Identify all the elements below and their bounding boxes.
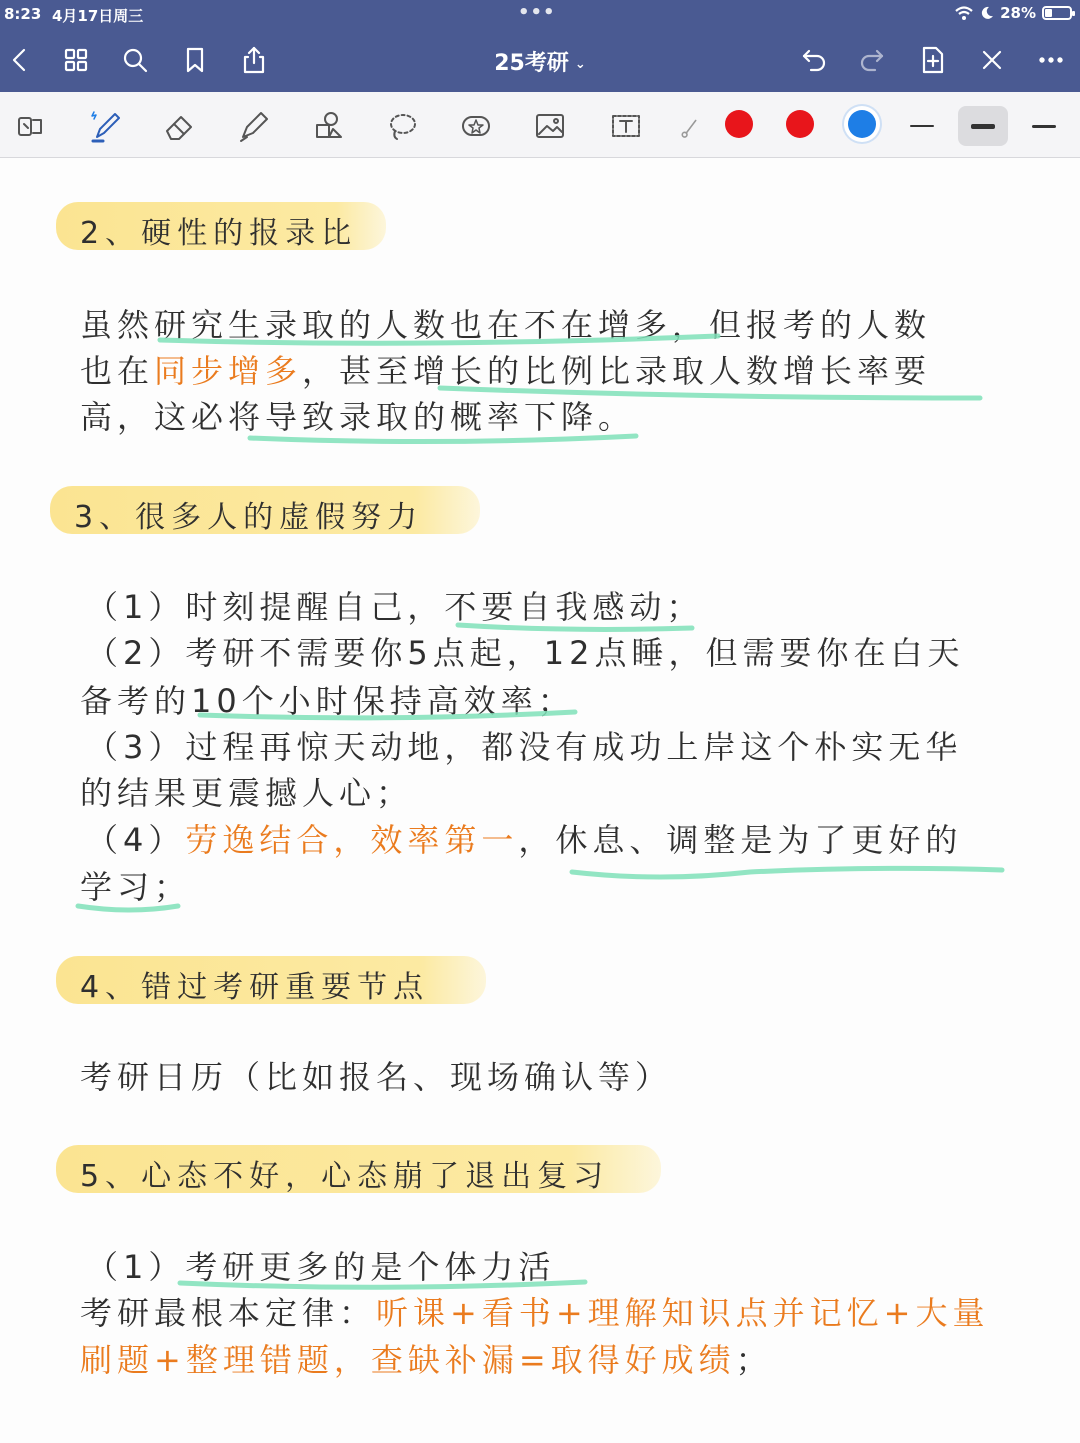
nav-bar [0, 28, 1080, 92]
document-title: 25考研 [494, 51, 569, 76]
stroke-thick-option[interactable] [1019, 106, 1069, 146]
p2-line-2c: ，甚至增长的比例比录取人数增长率要 [302, 352, 932, 390]
p5-line-2 [80, 1288, 989, 1334]
p3-line-6c: ，休息、调整是为了更好的 [518, 821, 963, 859]
share-icon[interactable] [234, 40, 274, 80]
p5-line-1: （1）考研更多的是个体力活 [86, 1248, 556, 1286]
p5-line-3 [80, 1335, 773, 1381]
p5-line-3b: ； [735, 1341, 773, 1379]
stroke-medium-option[interactable] [958, 106, 1008, 146]
chevron-down-icon: ⌄ [574, 56, 586, 72]
color-swatch-blue[interactable] [848, 110, 876, 138]
pen-tool-icon[interactable] [84, 104, 128, 148]
multitask-dots-icon[interactable]: ••• [518, 2, 556, 23]
color-swatch-red-2[interactable] [786, 110, 814, 138]
p3-line-4: （3）过程再惊天动地，都没有成功上岸这个朴实无华 [86, 728, 963, 766]
p2-line-2a: 也在 [80, 352, 155, 390]
p5-line-3a: 刷题+整理错题，查缺补漏=取得好成绩 [80, 1341, 736, 1379]
battery-percent: 28% [1000, 4, 1036, 22]
heading-2: 2、硬性的报录比 [56, 202, 386, 250]
bookmark-icon[interactable] [175, 40, 215, 80]
more-icon[interactable] [1031, 40, 1071, 80]
highlighter-icon[interactable] [232, 104, 276, 148]
p3-line-3: 备考的10个小时保持高效率； [80, 682, 575, 720]
p4-line-1: 考研日历（比如报名、现场确认等） [80, 1058, 673, 1096]
shapes-icon[interactable] [306, 104, 350, 148]
wifi-icon [954, 5, 974, 21]
p3-line-6a: （4） [86, 821, 186, 859]
heading-3: 3、很多人的虚假努力 [50, 486, 480, 534]
p3-line-5: 的结果更震撼人心； [80, 774, 414, 812]
sticker-icon[interactable] [454, 104, 498, 148]
top-bar [0, 0, 1080, 92]
p3-line-7: 学习； [80, 868, 192, 906]
laser-pointer-icon[interactable] [672, 104, 702, 148]
status-time: 8:23 [4, 5, 42, 23]
image-icon[interactable] [528, 104, 572, 148]
p3-line-1: （1）时刻提醒自己，不要自我感动； [86, 588, 704, 626]
lasso-icon[interactable] [380, 104, 424, 148]
p3-line-2: （2）考研不需要你5点起，12点睡，但需要你在白天 [86, 634, 965, 672]
p2-line-3: 高，这必将导致录取的概率下降。 [80, 398, 636, 436]
color-swatch-red-1[interactable] [725, 110, 753, 138]
p3-line-6b: 劳逸结合，效率第一 [185, 821, 519, 859]
battery-icon [1042, 6, 1072, 20]
moon-icon [980, 6, 994, 20]
heading-5: 5、心态不好，心态崩了退出复习 [56, 1145, 661, 1193]
status-date: 4月17日周三 [52, 7, 144, 25]
p2-line-2b: 同步增多 [154, 352, 303, 390]
close-pen-icon[interactable] [972, 40, 1012, 80]
search-icon[interactable] [115, 40, 155, 80]
p5-line-2a: 考研最根本定律： [80, 1294, 377, 1332]
back-icon[interactable] [0, 40, 40, 80]
status-bar [0, 0, 1080, 28]
p5-line-2b: 听课+看书+理解知识点并记忆+大量 [376, 1294, 990, 1332]
text-box-icon[interactable] [604, 104, 648, 148]
redo-icon[interactable] [852, 40, 892, 80]
p3-line-6 [86, 815, 962, 861]
status-right [954, 4, 1072, 22]
read-mode-icon[interactable] [8, 104, 52, 148]
stroke-thin-option[interactable] [897, 106, 947, 146]
grid-icon[interactable] [56, 40, 96, 80]
add-page-icon[interactable] [912, 40, 952, 80]
document-title-dropdown[interactable] [460, 46, 620, 77]
heading-4: 4、错过考研重要节点 [56, 956, 486, 1004]
eraser-icon[interactable] [158, 104, 202, 148]
undo-icon[interactable] [794, 40, 834, 80]
p2-line-2 [80, 346, 931, 392]
p2-line-1: 虽然研究生录取的人数也在不在增多，但报考的人数 [80, 306, 932, 344]
